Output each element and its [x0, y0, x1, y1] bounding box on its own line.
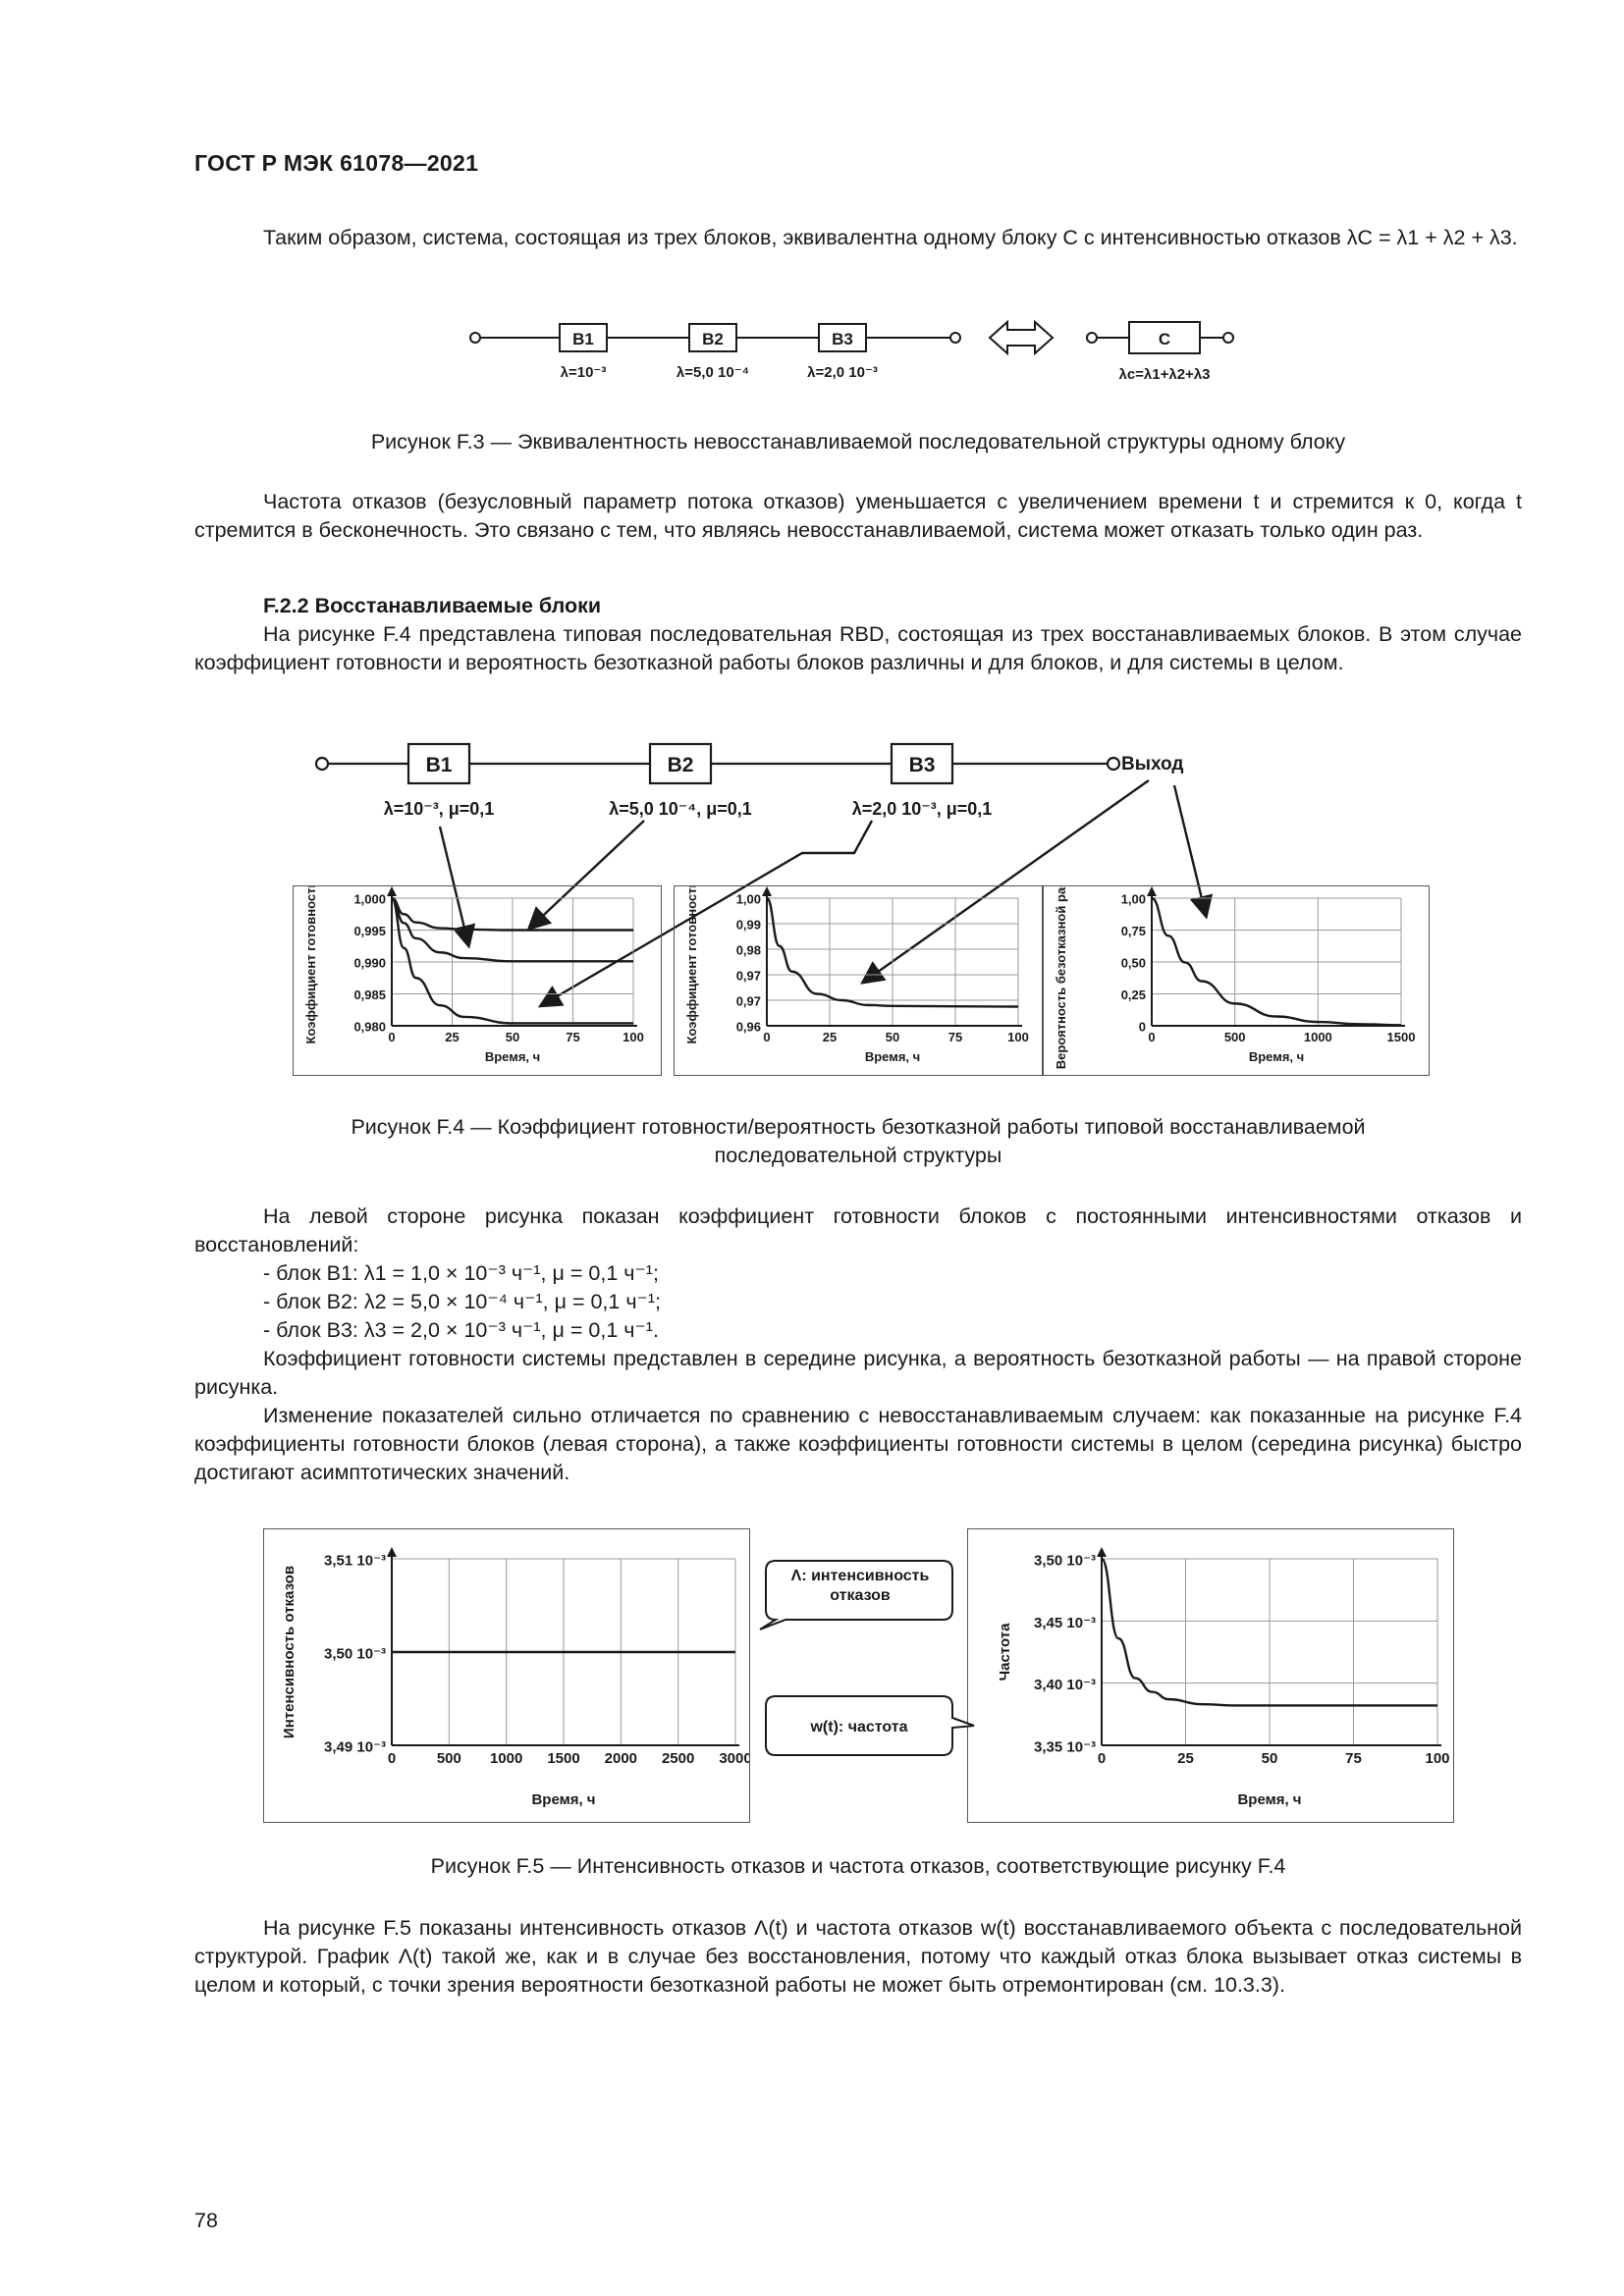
y-tick-label: 0,50	[1120, 955, 1146, 971]
y-tick-label: 0	[1138, 1019, 1146, 1035]
f3-block-lambda: λ=5,0 10⁻⁴	[676, 364, 750, 381]
paragraph-text: На левой стороне рисунка показан коэффициент готовности блоков с постоянными интенсивностями отказов и восстановлений:	[194, 1204, 1522, 1256]
chart-f4-middle	[675, 886, 1042, 1075]
paragraph-text: Таким образом, система, состоящая из трех блоков, эквивалентна одному блоку С с интенсивностью отказов λC = λ1 + λ2 + λ3.	[263, 226, 1518, 249]
chart-f5-right	[968, 1529, 1453, 1822]
x-tick-label: 0	[763, 1030, 771, 1044]
f4-block-params: λ=5,0 10⁻⁴, μ=0,1	[609, 799, 752, 819]
x-tick-label: 25	[1177, 1750, 1194, 1767]
y-axis-label: Коэффициент готовности	[684, 886, 699, 1044]
x-axis-label: Время, ч	[1248, 1049, 1305, 1064]
f3-equiv-block-lambda: λc=λ1+λ2+λ3	[1118, 366, 1211, 383]
x-axis-label: Время, ч	[531, 1791, 596, 1808]
caption-line: Рисунок F.4 — Коэффициент готовности/вероятность безотказной работы типовой восстанавливаемой	[351, 1115, 1366, 1139]
callout-w-text: w(t): частота	[810, 1719, 908, 1735]
y-tick-label: 0,99	[735, 917, 761, 933]
y-tick-label: 1,000	[353, 891, 386, 907]
y-tick-label: 3,50 10⁻³	[324, 1645, 386, 1663]
f4-block-params: λ=10⁻³, μ=0,1	[383, 799, 495, 819]
y-tick-label: 3,40 10⁻³	[1034, 1677, 1096, 1694]
paragraph-text: На рисунке F.5 показаны интенсивность отказов Λ(t) и частота отказов w(t) восстанавливаемого объекта с последовательной структурой. График Λ(t) такой же, как и в случае без восстановления, потому что каждый отказ блока вызывает отказ системы в целом и который, с точки зрения вероятности безотказной работы не может быть отремонтирован (см. 10.3.3).	[194, 1916, 1522, 1997]
y-tick-label: 3,49 10⁻³	[324, 1738, 386, 1756]
y-axis-label: Коэффициент готовности	[303, 886, 318, 1044]
x-tick-label: 50	[885, 1030, 900, 1044]
f3-block-label: B1	[572, 330, 594, 348]
x-tick-label: 75	[947, 1030, 963, 1044]
y-tick-label: 0,75	[1120, 924, 1146, 938]
f4-block-label: B3	[908, 754, 936, 776]
f3-block-lambda: λ=2,0 10⁻³	[807, 364, 878, 381]
x-tick-label: 0	[1148, 1030, 1156, 1044]
y-axis-arrow	[387, 886, 397, 896]
x-tick-label: 25	[445, 1030, 460, 1044]
y-tick-label: 3,45 10⁻³	[1034, 1614, 1096, 1631]
x-tick-label: 50	[505, 1030, 520, 1044]
figure-f5-callouts	[746, 1541, 982, 1806]
x-tick-label: 50	[1261, 1750, 1278, 1767]
paragraph-text: Изменение показателей сильно отличается по сравнению с невосстанавливаемым случаем: как показанные на рисунке F.4 коэффициенты готовности блоков (левая сторона), а также коэффициенты готовности системы в целом (середина рисунка) быстро достигают асимптотических значений.	[194, 1404, 1522, 1484]
x-axis-label: Время, ч	[864, 1049, 921, 1064]
f4-block-params: λ=2,0 10⁻³, μ=0,1	[851, 799, 993, 819]
f3-equiv-block-label: C	[1158, 330, 1171, 348]
x-tick-label: 100	[1425, 1750, 1450, 1767]
y-axis-arrow	[762, 886, 772, 896]
list-item: - блок B1: λ1 = 1,0 × 10⁻³ ч⁻¹, μ = 0,1 ч⁻¹;	[263, 1261, 659, 1285]
x-tick-label: 75	[1345, 1750, 1362, 1767]
callout-lambda-text: Λ: интенсивность отказов	[790, 1568, 930, 1604]
list-item: - блок B2: λ2 = 5,0 × 10⁻⁴ ч⁻¹, μ = 0,1 ч⁻¹;	[263, 1290, 662, 1313]
chart-frame-f4-right	[1043, 885, 1430, 1076]
y-tick-label: 3,51 10⁻³	[324, 1552, 386, 1570]
f4-block-label: B2	[667, 754, 694, 776]
chart-frame-f5-right	[967, 1528, 1454, 1823]
list-item: - блок B3: λ3 = 2,0 × 10⁻³ ч⁻¹, μ = 0,1 ч⁻¹.	[263, 1318, 659, 1342]
figure-f4-caption	[194, 1113, 1522, 1170]
paragraph-left-side	[194, 1202, 1522, 1487]
caption-line: последовательной структуры	[714, 1144, 1002, 1167]
y-tick-label: 0,97	[735, 993, 761, 1009]
x-tick-label: 100	[1007, 1030, 1029, 1044]
y-axis-label: Интенсивность отказов	[281, 1565, 298, 1739]
y-tick-label: 0,980	[353, 1019, 386, 1035]
paragraph-text: Коэффициент готовности системы представлен в середине рисунка, а вероятность безотказной работы — на правой стороне рисунка.	[194, 1347, 1522, 1399]
y-axis-arrow	[1147, 886, 1157, 896]
chart-frame-f5-left	[263, 1528, 750, 1823]
x-tick-label: 500	[436, 1750, 461, 1767]
f3-block-label: B2	[702, 330, 724, 348]
chart-f4-left	[294, 886, 661, 1075]
paragraph-text: Частота отказов (безусловный параметр потока отказов) уменьшается с увеличением времени t и стремится к 0, когда t стремится в бесконечность. Это связано с тем, что являясь невосстанавливаемой, система может отказать только один раз.	[194, 490, 1522, 542]
x-tick-label: 500	[1223, 1030, 1246, 1044]
x-tick-label: 25	[822, 1030, 838, 1044]
chart-frame-f4-middle	[674, 885, 1043, 1076]
x-tick-label: 75	[566, 1030, 580, 1044]
y-axis-arrow	[387, 1547, 397, 1557]
y-tick-label: 0,25	[1120, 988, 1146, 1002]
y-tick-label: 0,990	[353, 955, 386, 971]
x-tick-label: 1500	[547, 1750, 580, 1767]
y-tick-label: 3,35 10⁻³	[1034, 1738, 1096, 1756]
y-tick-label: 3,50 10⁻³	[1034, 1552, 1096, 1570]
x-tick-label: 2500	[661, 1750, 695, 1767]
x-tick-label: 2000	[604, 1750, 638, 1767]
x-tick-label: 100	[623, 1030, 644, 1044]
x-tick-label: 0	[387, 1750, 397, 1767]
y-tick-label: 0,995	[353, 924, 386, 938]
page-number: 78	[194, 2209, 218, 2232]
f4-block-label: B1	[425, 754, 453, 776]
x-axis-label: Время, ч	[484, 1049, 541, 1064]
x-tick-label: 1500	[1386, 1030, 1416, 1044]
paragraph-text: На рисунке F.4 представлена типовая последовательная RBD, состоящая из трех восстанавливаемых блоков. В этом случае коэффициент готовности и вероятность безотказной работы блоков различны и для блоков, и для системы в целом.	[194, 622, 1522, 674]
x-tick-label: 0	[388, 1030, 396, 1044]
chart-frame-f4-left	[293, 885, 662, 1076]
y-tick-label: 0,985	[353, 988, 386, 1002]
y-axis-label: Частота	[997, 1623, 1013, 1682]
y-axis-label: Вероятность безотказной работы	[1054, 886, 1068, 1070]
y-tick-label: 0,96	[735, 1019, 761, 1035]
figure-f5-caption: Рисунок F.5 — Интенсивность отказов и частота отказов, соответствующие рисунку F.4	[430, 1854, 1286, 1878]
y-axis-arrow	[1097, 1547, 1107, 1557]
x-tick-label: 0	[1097, 1750, 1107, 1767]
document-header: ГОСТ Р МЭК 61078—2021	[194, 150, 479, 176]
y-tick-label: 0,98	[735, 942, 761, 958]
figure-f3-caption: Рисунок F.3 — Эквивалентность невосстанавливаемой последовательной структуры одному блоку	[370, 430, 1346, 454]
y-tick-label: 0,97	[735, 968, 761, 984]
x-axis-label: Время, ч	[1237, 1791, 1302, 1808]
x-tick-label: 1000	[1303, 1030, 1332, 1044]
chart-f4-right	[1044, 886, 1429, 1075]
x-tick-label: 1000	[489, 1750, 523, 1767]
section-heading: F.2.2 Восстанавливаемые блоки	[263, 594, 602, 617]
f3-block-lambda: λ=10⁻³	[560, 364, 607, 381]
y-tick-label: 1,00	[1120, 891, 1146, 907]
f4-output-label: Выход	[1121, 754, 1184, 774]
f3-block-label: B3	[832, 330, 853, 348]
x-tick-label: 3000	[719, 1750, 749, 1767]
y-tick-label: 1,00	[735, 891, 761, 907]
paragraph-f5-description	[194, 1914, 1522, 2000]
chart-f5-left	[264, 1529, 749, 1822]
